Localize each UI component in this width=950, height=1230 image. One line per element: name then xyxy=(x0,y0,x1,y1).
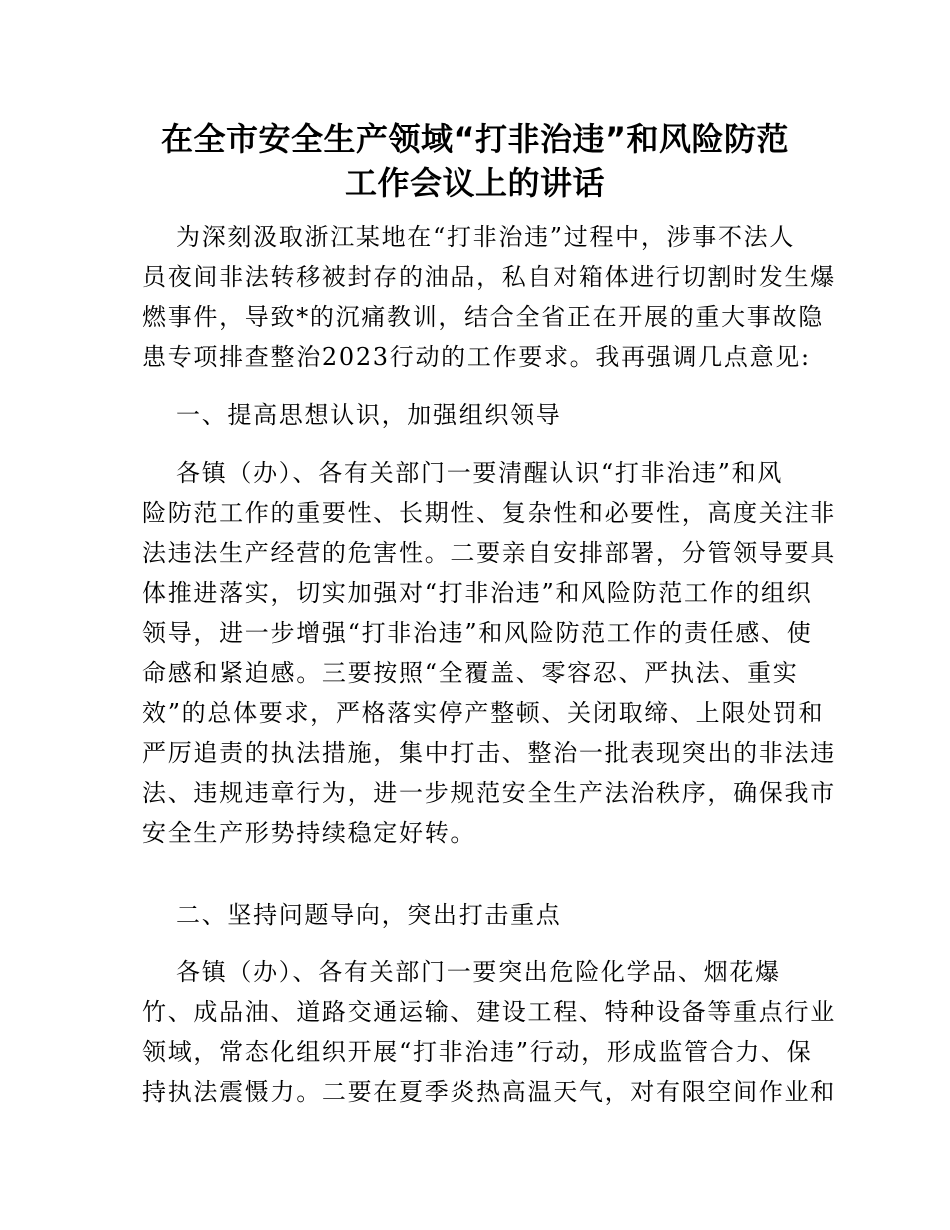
paragraph-line: 领域，常态化组织开展“打非治违”行动，形成监管合力、保 xyxy=(142,1038,813,1066)
paragraph-line: 体推进落实，切实加强对“打非治违”和风险防范工作的组织 xyxy=(142,579,813,607)
paragraph-line: 各镇（办）、各有关部门一要清醒认识“打非治违”和风 xyxy=(176,459,784,487)
section-heading-2: 二、坚持问题导向，突出打击重点 xyxy=(176,901,562,929)
paragraph-line: 领导，进一步增强“打非治违”和风险防范工作的责任感、使 xyxy=(142,619,813,647)
paragraph-2 xyxy=(142,453,836,853)
paragraph-line: 安全生产形势持续稳定好转。 xyxy=(142,819,477,847)
paragraph-line: 法违法生产经营的危害性。二要亲自安排部署，分管领导要具 xyxy=(142,539,836,567)
paragraph-1 xyxy=(142,217,836,377)
document-title-line-1: 在全市安全生产领域“打非治违”和风险防范 xyxy=(160,120,790,158)
paragraph-line: 持执法震慑力。二要在夏季炎热高温天气，对有限空间作业和 xyxy=(142,1078,836,1106)
paragraph-line: 法、违规违章行为，进一步规范安全生产法治秩序，确保我市 xyxy=(142,779,836,807)
paragraph-line: 员夜间非法转移被封存的油品，私自对箱体进行切割时发生爆 xyxy=(142,263,836,291)
paragraph-line: 各镇（办）、各有关部门一要突出危险化学品、烟花爆 xyxy=(176,958,781,986)
paragraph-line: 竹、成品油、道路交通运输、建设工程、特种设备等重点行业 xyxy=(142,998,836,1026)
paragraph-3 xyxy=(142,952,836,1112)
section-heading-1: 一、提高思想认识，加强组织领导 xyxy=(176,401,562,429)
paragraph-line: 严厉追责的执法措施，集中打击、整治一批表现突出的非法违 xyxy=(142,739,836,767)
paragraph-line: 险防范工作的重要性、长期性、复杂性和必要性，高度关注非 xyxy=(142,499,836,527)
paragraph-line: 燃事件，导致*的沉痛教训，结合全省正在开展的重大事故隐 xyxy=(142,303,824,331)
paragraph-line: 为深刻汲取浙江某地在“打非治违”过程中，涉事不法人 xyxy=(176,223,796,251)
document-title-line-2: 工作会议上的讲话 xyxy=(344,164,605,202)
paragraph-line: 命感和紧迫感。三要按照“全覆盖、零容忍、严执法、重实 xyxy=(142,659,799,687)
paragraph-line: 患专项排查整治2023行动的工作要求。我再强调几点意见: xyxy=(142,343,811,371)
paragraph-line: 效”的总体要求，严格落实停产整顿、关闭取缔、上限处罚和 xyxy=(142,699,825,727)
